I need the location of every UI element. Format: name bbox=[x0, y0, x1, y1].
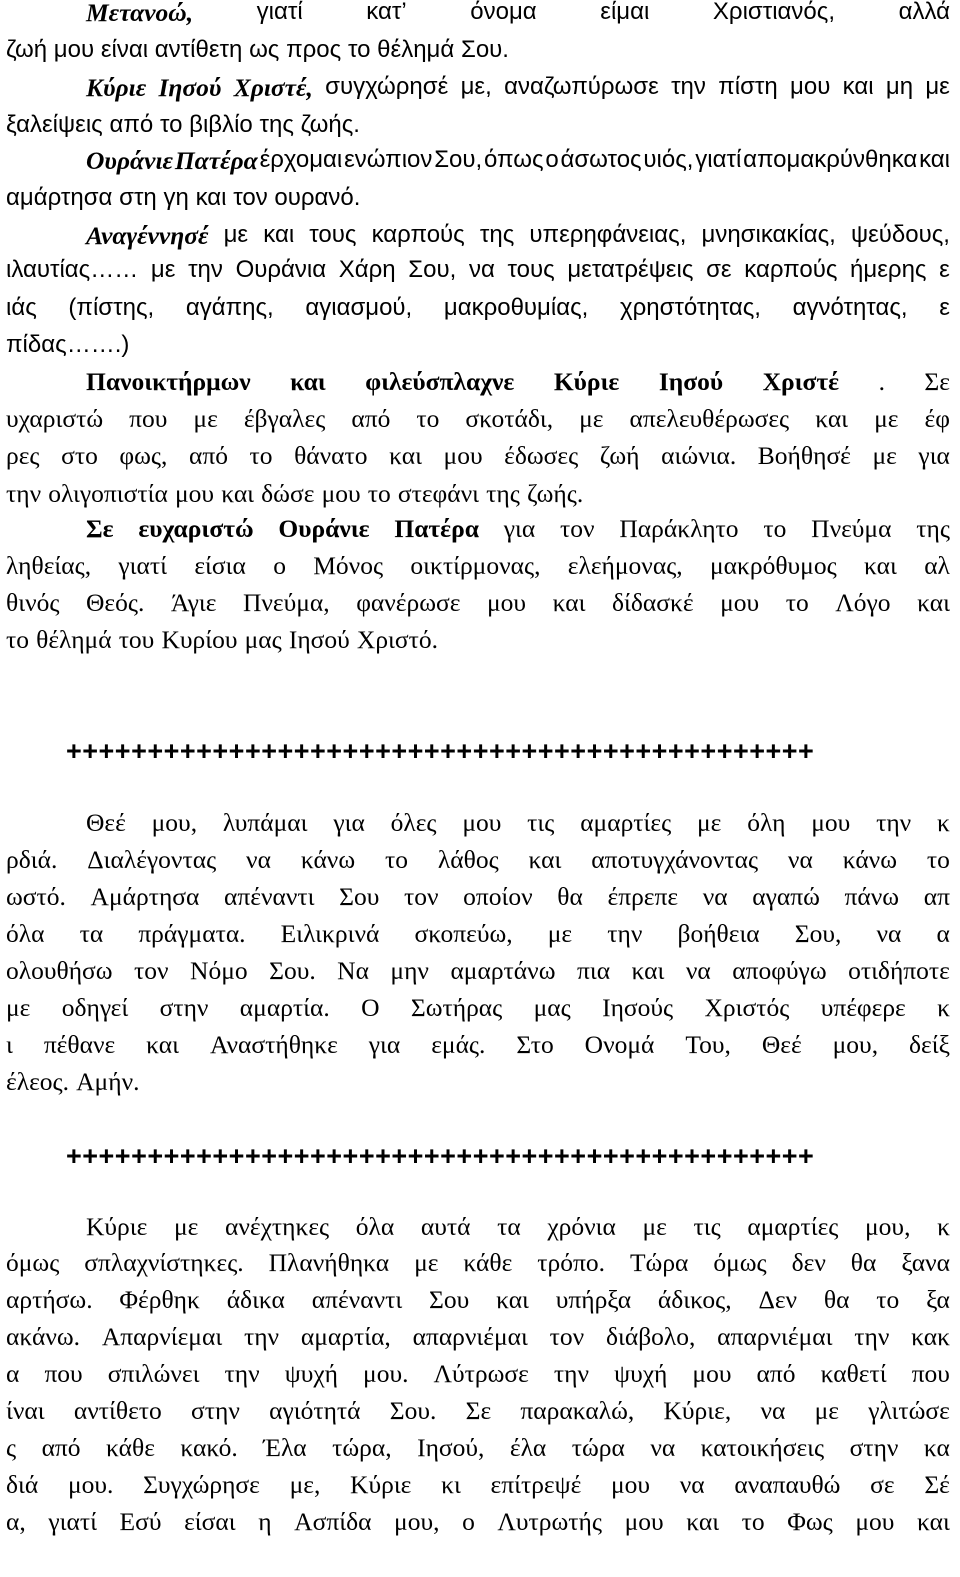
text-line: ιάς (πίστης, αγάπης, αγιασμού, μακροθυμίας, χρηστότητας, αγνότητας, ε bbox=[6, 294, 950, 321]
text-line: έλεος. Αμήν. bbox=[6, 1067, 140, 1096]
text-line: ρες στο φως, από το θάνατο και μου έδωσες ζωή αιώνια. Βοήθησέ με για bbox=[6, 441, 950, 470]
text-line: ολουθήσω τον Νόμο Σου. Να μην αμαρτάνω πια και να αποφύγω οτιδήποτε bbox=[6, 956, 950, 985]
text-line: Θεέ μου, λυπάμαι για όλες μου τις αμαρτίες με όλη μου την κ bbox=[86, 808, 950, 837]
text-line: ωστό. Αμάρτησα απέναντι Σου τον οποίον θα έπρεπε να αγαπώ πάνω απ bbox=[6, 882, 950, 911]
text-line: Μετανοώ, γιατί κατ’ όνομα είμαι Χριστιανός, αλλά bbox=[86, 0, 950, 27]
text-line: Κύριε Ιησού Χριστέ, συγχώρησέ με, αναζωπύρωσε την πίστη μου και μη με bbox=[86, 73, 950, 102]
text-line: ζωή μου είναι αντίθετη ως προς το θέλημά Σου. bbox=[6, 36, 509, 63]
text-line: με οδηγεί στην αμαρτία. Ο Σωτήρας μας Ιησούς Χριστός υπέφερε κ bbox=[6, 993, 950, 1022]
text-line: ξαλείψεις από το βιβλίο της ζωής. bbox=[6, 111, 360, 138]
text-line: ίναι αντίθετο στην αγιότητά Σου. Σε παρακαλώ, Κύριε, να με γλιτώσε bbox=[6, 1396, 950, 1425]
text-line: την ολιγοπιστία μου και δώσε μου το στεφάνι της ζωής. bbox=[6, 479, 584, 508]
text-line: Αναγέννησέ με και τους καρπούς της υπερηφάνειας, μνησικακίας, ψεύδους, bbox=[86, 221, 950, 250]
text-line: το θέλημά του Κυρίου μας Ιησού Χριστό. bbox=[6, 625, 439, 654]
text-line: πίδας…….) bbox=[6, 331, 130, 358]
text-line: Πανοικτήρμων και φιλεύσπλαχνε Κύριε Ιησού Χριστέ . Σε bbox=[86, 367, 950, 396]
text-line: Σε ευχαριστώ Ουράνιε Πατέρα για τον Παράκλητο το Πνεύμα της bbox=[86, 514, 950, 543]
separator-line: ++++++++++++++++++++++++++++++++++++++++++++++ bbox=[66, 1141, 815, 1171]
separator-line: ++++++++++++++++++++++++++++++++++++++++++++++ bbox=[66, 736, 815, 766]
text-line: αμάρτησα στη γη και τον ουρανό. bbox=[6, 184, 361, 211]
text-line: αρτήσω. Φέρθηκ άδικα απέναντι Σου και υπήρξα άδικος, Δεν θα το ξα bbox=[6, 1285, 950, 1314]
text-line: υχαριστώ που με έβγαλες από το σκοτάδι, με απελευθέρωσες και με έφ bbox=[6, 404, 950, 433]
text-line: ς από κάθε κακό. Έλα τώρα, Ιησού, έλα τώρα να κατοικήσεις στην κα bbox=[6, 1433, 950, 1462]
text-line: διά μου. Συγχώρησε με, Κύριε κι επίτρεψέ μου να αναπαυθώ σε Σέ bbox=[6, 1470, 950, 1499]
text-line: α που σπιλώνει την ψυχή μου. Λύτρωσε την ψυχή μου από καθετί που bbox=[6, 1359, 950, 1388]
text-line: Ουράνιε Πατέρα έρχομαι ενώπιον Σου, όπως ο άσωτος υιός, γιατί απομακρύνθηκα και bbox=[86, 146, 950, 175]
text-line: όμως σπλαχνίστηκες. Πλανήθηκα με κάθε τρόπο. Τώρα όμως δεν θα ξανα bbox=[6, 1248, 950, 1277]
text-line: ακάνω. Απαρνίεμαι την αμαρτία, απαρνιέμαι τον διάβολο, απαρνιέμαι την κακ bbox=[6, 1322, 950, 1351]
text-line: α, γιατί Εσύ είσαι η Ασπίδα μου, ο Λυτρωτής μου και το Φως μου και bbox=[6, 1507, 950, 1536]
text-line: ιλαυτίας…… με την Ουράνια Χάρη Σου, να τους μετατρέψεις σε καρπούς ήμερης ε bbox=[6, 256, 950, 283]
text-line: Κύριε με ανέχτηκες όλα αυτά τα χρόνια με τις αμαρτίες μου, κ bbox=[86, 1212, 950, 1241]
text-line: ληθείας, γιατί είσια ο Μόνος οικτίρμονας, ελεήμονας, μακρόθυμος και αλ bbox=[6, 551, 950, 580]
text-line: ι πέθανε και Αναστήθηκε για εμάς. Στο Ονομά Του, Θεέ μου, δείξ bbox=[6, 1030, 950, 1059]
text-line: θινός Θεός. Άγιε Πνεύμα, φανέρωσε μου και δίδασκέ μου το Λόγο και bbox=[6, 588, 950, 617]
text-line: όλα τα πράγματα. Ειλικρινά σκοπεύω, με την βοήθεια Σου, να α bbox=[6, 919, 950, 948]
text-line: ρδιά. Διαλέγοντας να κάνω το λάθος και αποτυγχάνοντας να κάνω το bbox=[6, 845, 950, 874]
